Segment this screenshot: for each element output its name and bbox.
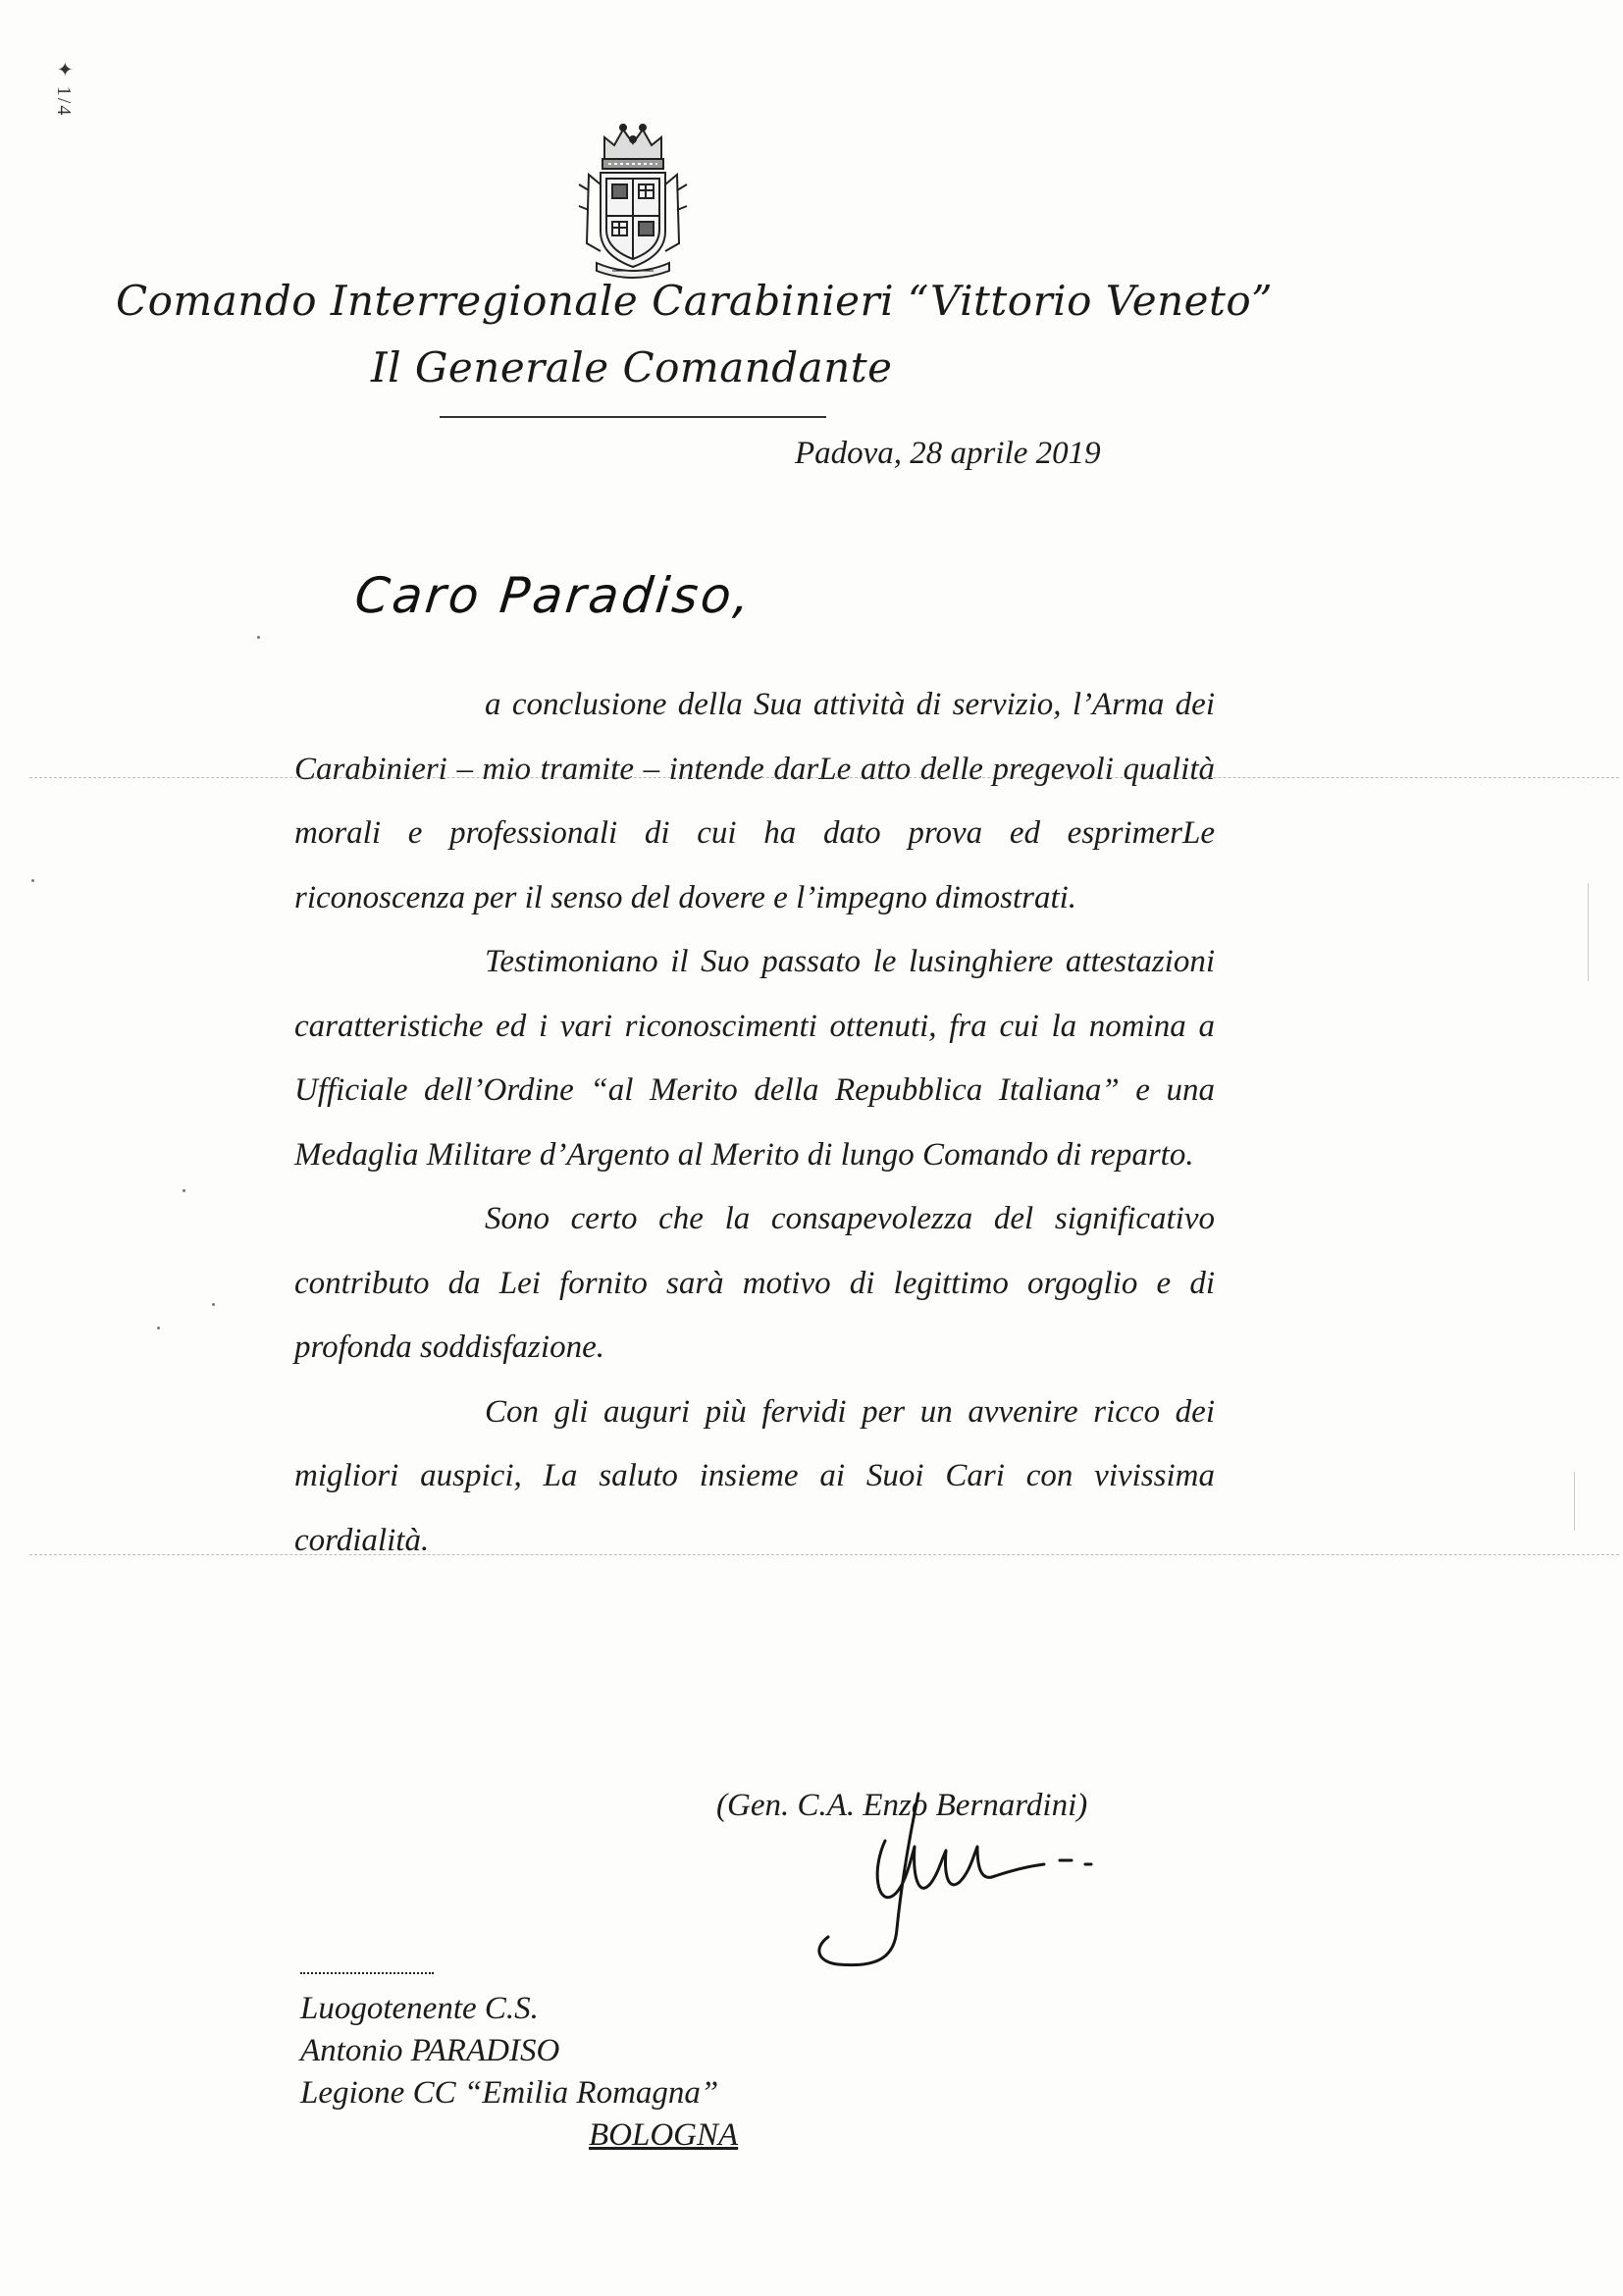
scan-artifact-line (1588, 883, 1589, 981)
scan-speck (183, 1189, 185, 1192)
scan-speck (31, 879, 34, 882)
body-paragraph-2: Testimoniano il Suo passato le lusinghiere attestazioni caratteristiche ed i vari riconoscimenti ottenuti, fra cui la nomina a Ufficiale dell’Ordine “al Merito della Repubblica Italiana” e una Medaglia Militare d’Argento al Merito di lungo Comando di reparto. (294, 944, 1215, 1173)
body-paragraph-1: a conclusione della Sua attività di servizio, l’Arma dei Carabinieri – mio tramite – intende darLe atto delle pregevoli qualità morali e professionali di cui ha dato prova ed esprimerLe riconoscenza per il senso del dovere e l’impegno dimostrati. (294, 687, 1215, 915)
body-paragraph-3: Sono certo che la consapevolezza del significativo contributo da Lei fornito sarà motivo di legittimo orgoglio e di profonda soddisfazione. (294, 1201, 1215, 1365)
scan-artifact-line (29, 777, 1619, 778)
carabinieri-coat-of-arms-icon (575, 116, 691, 281)
scan-speck (157, 1327, 160, 1330)
scan-speck (212, 1303, 215, 1306)
signatory-name: (Gen. C.A. Enzo Bernardini) (716, 1788, 1088, 1823)
scan-speck (257, 636, 260, 639)
letter-date: Padova, 28 aprile 2019 (795, 436, 1101, 471)
header-divider (440, 416, 826, 418)
recipient-rank: Luogotenente C.S. (300, 1991, 539, 2026)
handwritten-salutation: Caro Paradiso, (351, 567, 756, 624)
scan-artifact-line (1574, 1472, 1575, 1531)
header-commander-title: Il Generale Comandante (371, 343, 893, 391)
body-paragraph-4: Con gli auguri più fervidi per un avvenire ricco dei migliori auspici, La saluto insieme ai Suoi Cari con vivissima cordialità. (294, 1393, 1215, 1558)
letter-body (294, 673, 1215, 1573)
recipient-address (300, 1988, 738, 2157)
recipient-city: BOLOGNA (589, 2117, 739, 2153)
recipient-unit: Legione CC “Emilia Romagna” (300, 2075, 719, 2111)
corner-annotation: ✦ 1/4 (53, 61, 75, 118)
address-separator (300, 1972, 434, 1974)
header-command-title: Comando Interregionale Carabinieri “Vittorio Veneto” (116, 277, 1274, 325)
handwritten-signature-icon (803, 1782, 1195, 1978)
recipient-name: Antonio PARADISO (300, 2033, 560, 2068)
scan-artifact-line (29, 1554, 1619, 1555)
